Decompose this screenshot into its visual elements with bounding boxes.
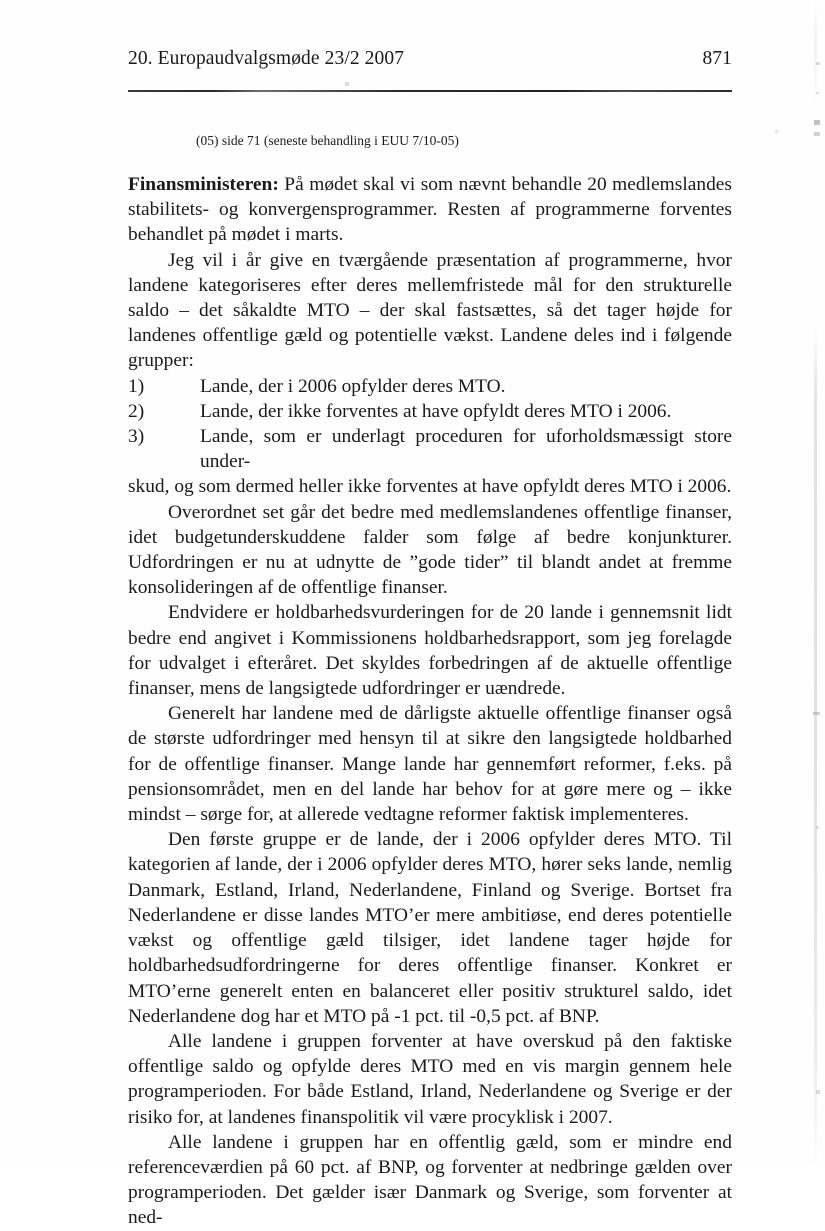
scan-speck <box>814 120 820 125</box>
paragraph-debt: Alle landene i gruppen har en offentlig gæld, som er mindre end referenceværdien på 60 pct. af BNP, og forventer at nedbringe gælden over programperioden. Det gælder især Danmark og Sverige, som forventer at ned- <box>128 1131 732 1229</box>
paragraph-reforms: Generelt har landene med de dårligste aktuelle offentlige finanser også de største udfordringer med hensyn til at sikre den langsigtede holdbarhed for de offentlige finanser. Mange lande har gennemført reformer, f.eks. på pensionsområdet, men en del lande har behov for at gøre mere og – ikke mindst – sørge for, at allerede vedtagne reformer faktisk implementeres. <box>128 703 732 826</box>
scan-speck <box>813 712 820 715</box>
scan-speck <box>814 132 820 136</box>
list-item <box>128 399 732 424</box>
paragraph-opening <box>128 172 732 248</box>
scan-edge-artifact <box>814 0 817 1167</box>
paragraph-surplus: Alle landene i gruppen forventer at have overskud på den faktiske offentlige saldo og opfylde deres MTO med en vis margin gennem hele programperioden. For både Estland, Irland, Nederlandene og Sverige er der risiko for, at landenes finanspolitik vil være procyklisk i 2007. <box>128 1030 732 1128</box>
list-item-number: 3) <box>128 426 145 448</box>
paragraph-sustainability: Endvidere er holdbarhedsvurderingen for de 20 lande i gennemsnit lidt bedre end angivet i Kommissionens holdbarhedsrapport, som jeg forelagde for udvalget i efteråret. Det skyldes forbedringen af de aktuelle offentlige finanser, mens de langsigtede udfordringer er uændrede. <box>128 602 732 700</box>
header-title: 20. Europaudvalgsmøde 23/2 2007 <box>128 48 405 69</box>
scan-speck <box>775 130 778 133</box>
list-item-text: Lande, der ikke forventes at have opfyldt deres MTO i 2006. <box>200 400 672 422</box>
paragraph-first-group: Den første gruppe er de lande, der i 2006 opfylder deres MTO. Til kategorien af lande, der i 2006 opfylder deres MTO, hører seks lande, nemlig Danmark, Estland, Irland, Nederlandene, Finland og Sverige. Bortset fra Nederlandene er disse landes MTO’er mere ambitiøse, end deres potentielle vækst og offentlige gæld tilsiger, idet landene tager højde for holdbarhedsudfordringerne for deres offentlige finanser. Konkret er MTO’erne generelt enten en balanceret eller positiv strukturel saldo, idet Nederlandene dog har et MTO på -1 pct. til -0,5 pct. af BNP. <box>128 829 732 1027</box>
page-content <box>128 0 732 1231</box>
agenda-reference-note: (05) side 71 (seneste behandling i EUU 7/10-05) <box>196 133 459 148</box>
list-item-text: Lande, som er underlagt proceduren for uforholdsmæssigt store under- <box>200 426 732 473</box>
list-item-number: 2) <box>128 400 145 422</box>
paragraph-public-finances: Overordnet set går det bedre med medlemslandenes offentlige finanser, idet budgetunderskuddene falder som følge af bedre konjunkturer. Udfordringen er nu at udnytte de ”gode tider” til blandt andet at fremme konsolideringen af de offentlige finanser. <box>128 501 732 599</box>
speaker-label: Finansministeren: <box>128 174 279 195</box>
page-number: 871 <box>702 48 732 69</box>
scan-speck <box>816 62 820 65</box>
list-item-continuation: skud, og som dermed heller ikke forventes at have opfyldt deres MTO i 2006. <box>128 476 732 498</box>
list-item <box>128 424 732 474</box>
scan-speck <box>816 826 819 829</box>
list-item <box>128 374 732 399</box>
paragraph-categorisation: Jeg vil i år give en tværgående præsentation af programmerne, hvor landene kategoriseres efter deres mellemfristede mål for den strukturelle saldo – det såkaldte MTO – der skal fastsættes, så det tager højde for landenes offentlige gæld og potentielle vækst. Landene deles ind i følgende grupper: <box>128 249 732 372</box>
paragraph-text: På mødet skal vi som nævnt behandle 20 medlemslandes stabilitets- og konvergensprogrammer. Resten af programmerne forventes behandlet på mødet i marts. <box>128 174 732 246</box>
scan-speck <box>816 92 819 94</box>
scan-speck <box>816 1090 820 1094</box>
running-header <box>128 0 732 90</box>
list-item-number: 1) <box>128 375 145 397</box>
list-item-text: Lande, der i 2006 opfylder deres MTO. <box>200 375 506 397</box>
